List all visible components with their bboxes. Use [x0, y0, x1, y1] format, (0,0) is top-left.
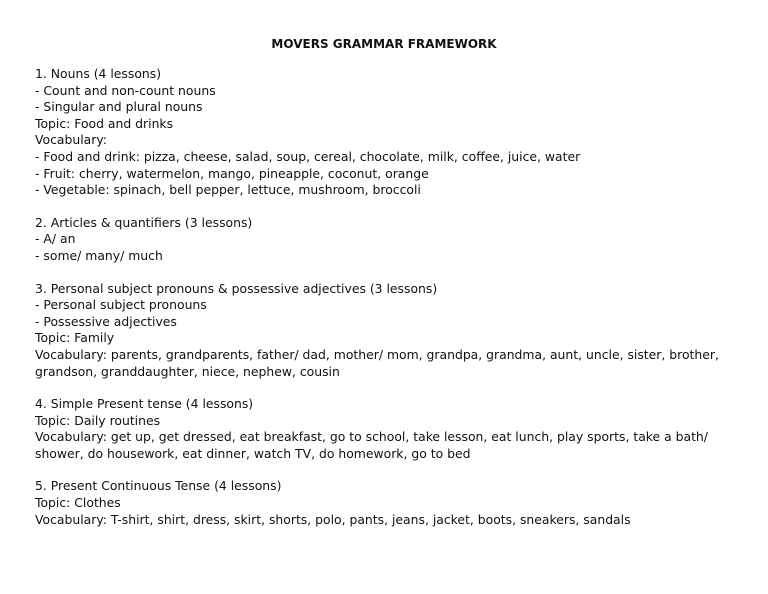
section-heading: 3. Personal subject pronouns & possessive adjectives (3 lessons)	[35, 280, 438, 296]
section-line: - Singular and plural nouns	[35, 99, 203, 115]
section-line: - Count and non-count nouns	[35, 82, 216, 98]
section-pronouns	[35, 281, 735, 381]
section-line: - Personal subject pronouns	[35, 297, 207, 313]
section-line: - Possessive adjectives	[35, 313, 177, 329]
section-line: Topic: Daily routines	[35, 412, 161, 428]
section-present-continuous	[35, 478, 735, 528]
section-line: Vocabulary: get up, get dressed, eat breakfast, go to school, take lesson, eat lunch, play sports, take a bath/ shower, do housework, eat dinner, watch TV, do homework, go to bed	[35, 429, 708, 461]
section-line: Vocabulary: T-shirt, shirt, dress, skirt, shorts, polo, pants, jeans, jacket, boots, sneakers, sandals	[35, 511, 631, 527]
section-heading: 5. Present Continuous Tense (4 lessons)	[35, 478, 282, 494]
document-title: MOVERS GRAMMAR FRAMEWORK	[271, 37, 497, 51]
section-simple-present	[35, 396, 735, 462]
section-heading: 1. Nouns (4 lessons)	[35, 66, 162, 81]
section-nouns	[35, 66, 735, 199]
section-articles	[35, 215, 735, 265]
document-page	[35, 36, 735, 544]
section-line: - Fruit: cherry, watermelon, mango, pineapple, coconut, orange	[35, 165, 429, 181]
section-heading: 4. Simple Present tense (4 lessons)	[35, 396, 254, 412]
section-line: Topic: Clothes	[35, 495, 121, 511]
section-line: - some/ many/ much	[35, 247, 163, 263]
section-line: - Food and drink: pizza, cheese, salad, soup, cereal, chocolate, milk, coffee, juice, water	[35, 148, 581, 164]
section-line: Topic: Food and drinks	[35, 115, 174, 131]
section-heading: 2. Articles & quantifiers (3 lessons)	[35, 214, 253, 230]
section-line: Topic: Family	[35, 330, 115, 346]
section-line: Vocabulary:	[35, 132, 107, 148]
section-line: Vocabulary: parents, grandparents, father/ dad, mother/ mom, grandpa, grandma, aunt, uncle, sister, brother, grandson, granddaughter, niece, nephew, cousin	[35, 346, 719, 379]
section-line: - A/ an	[35, 231, 76, 247]
section-line: - Vegetable: spinach, bell pepper, lettuce, mushroom, broccoli	[35, 182, 421, 198]
